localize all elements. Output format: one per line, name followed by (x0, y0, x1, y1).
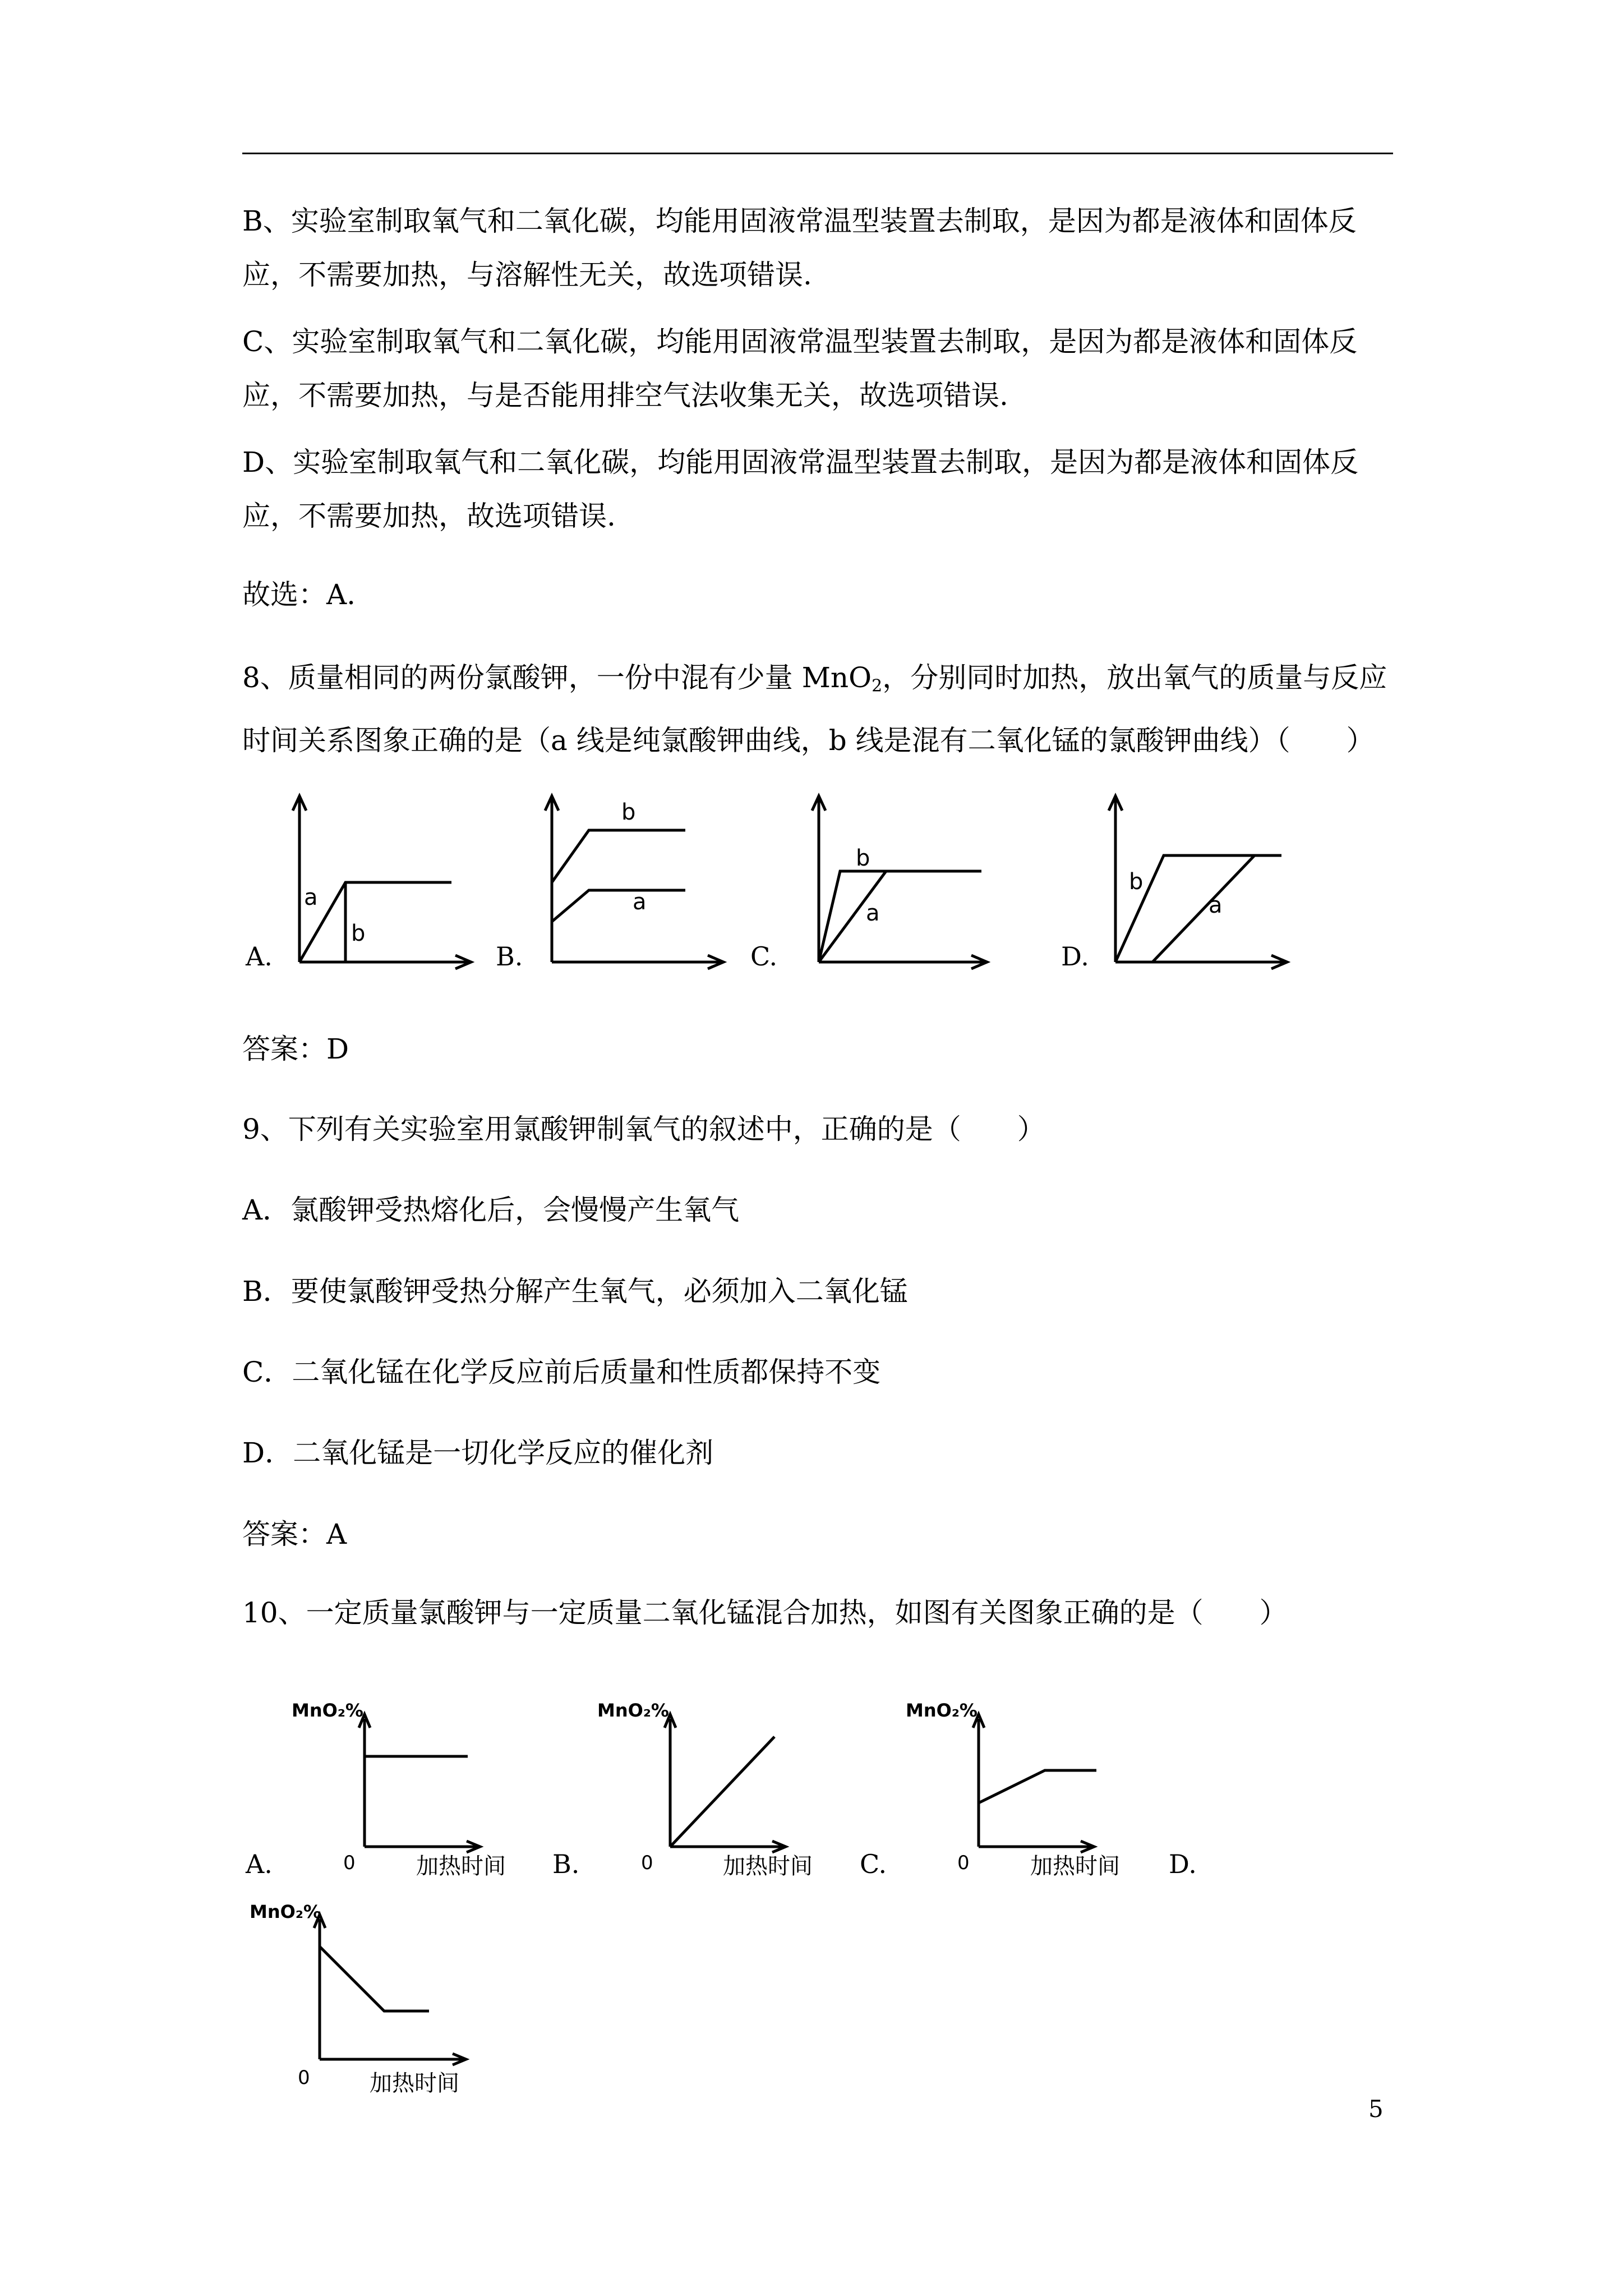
q8-option-b-label: B. (496, 941, 523, 972)
q9-option-a: A．氯酸钾受热熔化后，会慢慢产生氧气 (242, 1194, 740, 1226)
y-label: MnO₂% (292, 1700, 363, 1721)
label-b: b (1129, 869, 1144, 895)
q8-stem-line1: 8、质量相同的两份氯酸钾，一份中混有少量 MnO (242, 661, 872, 694)
q10-graph-d (250, 1893, 485, 2095)
curve-b (552, 830, 685, 882)
q8-graph-a (280, 788, 482, 979)
q10-option-a-label: A. (246, 1849, 273, 1879)
curve (979, 1770, 1096, 1803)
q10-option-b-label: B. (552, 1849, 580, 1879)
label-b: b (856, 845, 870, 871)
q8-stem-subscript: 2 (872, 676, 883, 696)
explanation-c-line1: C、实验室制取氧气和二氧化碳，均能用固液常温型装置去制取，是因为都是液体和固体反 (242, 325, 1358, 358)
curve-b (819, 871, 981, 962)
q10-option-d-label: D. (1169, 1849, 1197, 1879)
x-label: 加热时间 (416, 1853, 506, 1879)
label-b: b (351, 921, 366, 946)
explanation-b (242, 194, 1398, 302)
q8-answer: 答案：D (242, 1033, 349, 1065)
label-a: a (1209, 892, 1223, 918)
q10-option-c-label: C. (860, 1849, 887, 1879)
explanation-c-line2: 应，不需要加热，与是否能用排空气法收集无关，故选项错误. (242, 379, 1008, 412)
explanation-c (242, 315, 1398, 422)
x-label: 加热时间 (1030, 1853, 1120, 1879)
prev-choice: 故选：A. (242, 578, 356, 611)
label-b: b (621, 799, 636, 825)
x-label: 加热时间 (370, 2070, 459, 2095)
origin-label: 0 (641, 1852, 653, 1874)
q8-option-a-label: A. (246, 941, 273, 972)
curve-a (552, 890, 685, 922)
q8-graph-b (533, 788, 735, 979)
explanation-b-line1: B、实验室制取氧气和二氧化碳，均能用固液常温型装置去制取，是因为都是液体和固体反 (242, 205, 1357, 237)
q8-stem (242, 651, 1398, 767)
label-a: a (866, 900, 880, 926)
curve-a (1152, 855, 1255, 962)
x-label: 加热时间 (723, 1853, 813, 1879)
q8-graph-d (1096, 788, 1298, 979)
q10-graph-a (292, 1694, 527, 1885)
q8-stem-line1-end: ，分别同时加热，放出氧气的质量与反应 (882, 661, 1387, 694)
q9-option-c: C．二氧化锰在化学反应前后质量和性质都保持不变 (242, 1356, 881, 1388)
q10-graph-c (906, 1694, 1141, 1885)
q8-option-c-label: C. (750, 941, 778, 972)
q8-option-d-label: D. (1061, 941, 1089, 972)
curve (670, 1737, 774, 1847)
y-label: MnO₂% (597, 1700, 669, 1721)
y-label: MnO₂% (250, 1901, 321, 1922)
explanation-b-line2: 应，不需要加热，与溶解性无关，故选项错误. (242, 259, 812, 291)
q10-stem: 10、一定质量氯酸钾与一定质量二氧化锰混合加热，如图有关图象正确的是（ ） (242, 1596, 1288, 1629)
curve-a (299, 882, 451, 962)
y-label: MnO₂% (906, 1700, 978, 1721)
curve (320, 1947, 429, 2011)
q8-graph-c (796, 788, 998, 979)
explanation-d-line1: D、实验室制取氧气和二氧化碳，均能用固液常温型装置去制取，是因为都是液体和固体反 (242, 446, 1359, 478)
explanation-d-line2: 应，不需要加热，故选项错误. (242, 500, 616, 532)
q8-stem-line2: 时间关系图象正确的是（a 线是纯氯酸钾曲线，b 线是混有二氧化锰的氯酸钾曲线）（ ） (242, 724, 1375, 757)
origin-label: 0 (957, 1852, 970, 1874)
label-a: a (304, 885, 318, 910)
q10-graph-b (597, 1694, 833, 1885)
q9-answer: 答案：A (242, 1518, 347, 1550)
explanation-d (242, 435, 1398, 543)
origin-label: 0 (343, 1852, 356, 1874)
header-rule (242, 153, 1393, 154)
q9-stem: 9、下列有关实验室用氯酸钾制氧气的叙述中，正确的是（ ） (242, 1113, 1045, 1145)
q9-option-d: D．二氧化锰是一切化学反应的催化剂 (242, 1437, 714, 1469)
origin-label: 0 (298, 2067, 310, 2089)
label-a: a (633, 889, 647, 915)
q9-option-b: B．要使氯酸钾受热分解产生氧气，必须加入二氧化锰 (242, 1275, 908, 1308)
page-number: 5 (1368, 2095, 1384, 2123)
